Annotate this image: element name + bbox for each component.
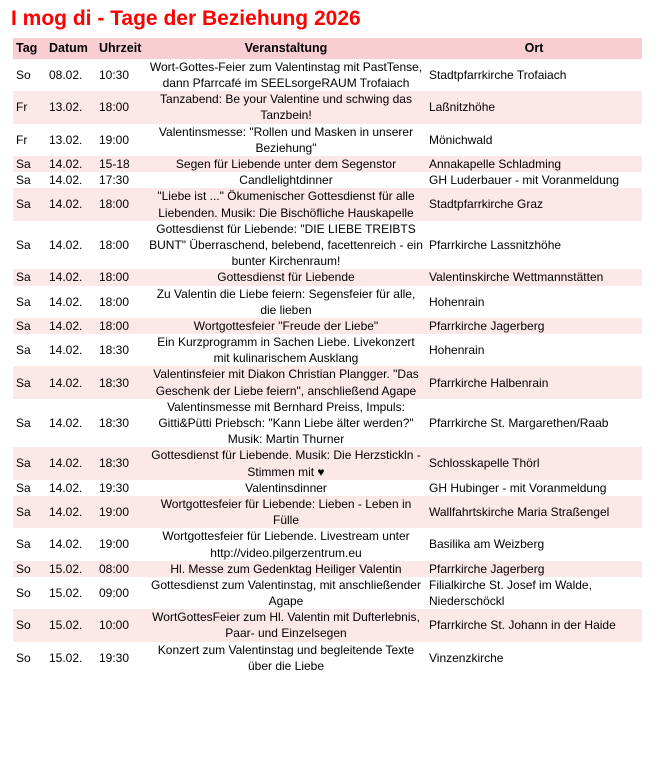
cell-veranstaltung: Segen für Liebende unter dem Segenstor <box>175 157 397 171</box>
table-row <box>13 188 642 220</box>
cell-datum: 14.02. <box>49 416 83 430</box>
cell-uhrzeit: 19:00 <box>99 505 130 520</box>
table-row <box>13 528 642 560</box>
cell-uhrzeit: 18:00 <box>99 237 130 252</box>
cell-uhrzeit: 18:30 <box>99 343 130 358</box>
cell-datum: 14.02. <box>49 197 83 212</box>
cell-ort: Filialkirche St. Josef im Walde, Niederschöckl <box>429 577 592 609</box>
cell-uhrzeit: 09:00 <box>99 585 130 600</box>
cell-uhrzeit: 18:00 <box>99 197 130 212</box>
cell-ort: Pfarrkirche Lassnitzhöhe <box>429 237 562 252</box>
cell-ort: Schlosskapelle Thörl <box>429 456 540 471</box>
table-row <box>13 366 642 398</box>
cell-ort: Hohenrain <box>429 294 485 309</box>
cell-datum: 14.02. <box>49 270 83 285</box>
cell-uhrzeit: 18:00 <box>99 294 130 309</box>
header-row <box>13 38 642 59</box>
cell-datum: 14.02. <box>49 480 83 495</box>
events-table <box>13 38 642 674</box>
cell-veranstaltung: WortGottesFeier zum Hl. Valentin mit Dufterlebnis, Paar- und Einzelsegen <box>152 610 420 641</box>
cell-tag: Sa <box>16 173 31 188</box>
cell-tag: Sa <box>16 237 31 252</box>
cell-datum: 14.02. <box>49 318 83 333</box>
events-table-body <box>13 59 642 674</box>
cell-uhrzeit: 18:00 <box>99 318 130 333</box>
cell-veranstaltung: Valentinsmesse mit Bernhard Preiss, Impuls: Gitti&Pütti Priebsch: "Kann Liebe älter werden?" Musik: Martin Thurner <box>158 399 414 447</box>
cell-veranstaltung: Wort-Gottes-Feier zum Valentinstag mit PastTense, dann Pfarrcafé im SEELsorgeRAUM Trofaiach <box>149 59 423 91</box>
cell-veranstaltung: Wortgottesfeier für Liebende. Livestream unter http://video.pilgerzentrum.eu <box>162 529 410 560</box>
cell-ort: GH Luderbauer - mit Voranmeldung <box>429 173 620 188</box>
cell-veranstaltung: Zu Valentin die Liebe feiern: Segensfeier für alle, die lieben <box>156 286 416 317</box>
table-row <box>13 59 642 91</box>
cell-uhrzeit: 19:30 <box>99 650 130 665</box>
cell-ort: Hohenrain <box>429 343 485 358</box>
cell-ort: Annakapelle Schladming <box>429 157 562 171</box>
column-header-uhrzeit: Uhrzeit <box>96 38 146 59</box>
cell-ort: Vinzenzkirche <box>429 650 504 665</box>
cell-veranstaltung: Gottesdienst für Liebende: "DIE LIEBE TREIBTS BUNT" Überraschend, belebend, facettenreich - ein bunter Kirchenraum! <box>149 221 423 269</box>
table-row <box>13 172 642 188</box>
cell-ort: Pfarrkirche St. Margarethen/Raab <box>429 416 609 430</box>
cell-datum: 15.02. <box>49 618 83 633</box>
cell-ort: Wallfahrtskirche Maria Straßengel <box>429 505 610 520</box>
cell-uhrzeit: 10:00 <box>99 618 130 633</box>
cell-tag: Sa <box>16 318 31 333</box>
cell-uhrzeit: 08:00 <box>99 561 130 576</box>
cell-uhrzeit: 15-18 <box>99 157 130 171</box>
cell-tag: Sa <box>16 505 31 520</box>
cell-tag: So <box>16 561 31 576</box>
cell-veranstaltung: Valentinsfeier mit Diakon Christian Plangger. "Das Geschenk der Liebe feiern", anschließend Agape <box>153 367 419 398</box>
cell-datum: 14.02. <box>49 343 83 358</box>
cell-veranstaltung: Konzert zum Valentinstag und begleitende Texte über die Liebe <box>157 642 415 673</box>
cell-veranstaltung: Gottesdienst für Liebende <box>217 270 355 285</box>
cell-veranstaltung: Wortgottesfeier für Liebende: Lieben - Leben in Fülle <box>160 496 412 528</box>
cell-tag: Sa <box>16 294 31 309</box>
cell-ort: Stadtpfarrkirche Graz <box>429 197 544 212</box>
table-row <box>13 318 642 334</box>
cell-uhrzeit: 17:30 <box>99 173 130 188</box>
cell-datum: 14.02. <box>49 537 83 552</box>
cell-tag: Sa <box>16 416 31 430</box>
cell-tag: Sa <box>16 197 31 212</box>
cell-veranstaltung: Candlelightdinner <box>239 173 333 188</box>
cell-ort: Pfarrkirche Jagerberg <box>429 561 545 576</box>
table-row <box>13 269 642 285</box>
cell-datum: 14.02. <box>49 375 83 390</box>
cell-datum: 15.02. <box>49 650 83 665</box>
cell-veranstaltung: Valentinsmesse: "Rollen und Masken in unserer Beziehung" <box>158 124 414 155</box>
cell-ort: GH Hubinger - mit Voranmeldung <box>429 480 607 495</box>
cell-uhrzeit: 10:30 <box>99 67 130 82</box>
cell-uhrzeit: 19:30 <box>99 480 130 495</box>
table-row <box>13 480 642 496</box>
cell-datum: 14.02. <box>49 505 83 520</box>
cell-tag: Sa <box>16 537 31 552</box>
cell-datum: 15.02. <box>49 561 83 576</box>
cell-tag: So <box>16 618 31 633</box>
cell-uhrzeit: 18:00 <box>99 270 130 285</box>
table-row <box>13 399 642 448</box>
cell-tag: Sa <box>16 157 31 171</box>
table-row <box>13 156 642 172</box>
cell-datum: 14.02. <box>49 157 83 171</box>
table-row <box>13 124 642 156</box>
cell-tag: Sa <box>16 270 31 285</box>
page-title: I mog di - Tage der Beziehung 2026 <box>11 7 361 30</box>
table-row <box>13 91 642 123</box>
cell-tag: Fr <box>16 100 28 115</box>
cell-veranstaltung: Valentinsdinner <box>245 480 327 495</box>
column-header-datum: Datum <box>46 38 96 59</box>
cell-datum: 13.02. <box>49 132 83 147</box>
cell-tag: Sa <box>16 343 31 358</box>
cell-uhrzeit: 18:00 <box>99 100 130 115</box>
table-row <box>13 609 642 641</box>
table-row <box>13 642 642 674</box>
table-row <box>13 334 642 366</box>
table-row <box>13 577 642 609</box>
cell-uhrzeit: 19:00 <box>99 132 130 147</box>
cell-ort: Mönichwald <box>429 132 493 147</box>
cell-uhrzeit: 18:30 <box>99 456 130 471</box>
cell-ort: Laßnitzhöhe <box>429 100 496 115</box>
table-row <box>13 221 642 270</box>
events-table-header <box>13 38 642 59</box>
cell-tag: Sa <box>16 480 31 495</box>
column-header-veranstaltung: Veranstaltung <box>146 38 426 59</box>
cell-veranstaltung: Gottesdienst für Liebende. Musik: Die Herzstickln - Stimmen mit ♥ <box>151 448 421 479</box>
table-row <box>13 286 642 318</box>
cell-uhrzeit: 18:30 <box>99 416 130 430</box>
cell-veranstaltung: "Liebe ist ..." Ökumenischer Gottesdienst für alle Liebenden. Musik: Die Bischöfliche Hauskapelle <box>157 189 415 220</box>
column-header-tag: Tag <box>13 38 46 59</box>
cell-tag: Sa <box>16 456 31 471</box>
cell-tag: So <box>16 650 31 665</box>
cell-uhrzeit: 18:30 <box>99 375 130 390</box>
column-header-ort: Ort <box>426 38 642 59</box>
cell-ort: Pfarrkirche Jagerberg <box>429 318 545 333</box>
table-row <box>13 447 642 479</box>
table-row <box>13 561 642 577</box>
cell-datum: 14.02. <box>49 294 83 309</box>
cell-ort: Valentinskirche Wettmannstätten <box>429 270 604 285</box>
cell-veranstaltung: Hl. Messe zum Gedenktag Heiliger Valentin <box>170 561 402 576</box>
cell-ort: Pfarrkirche St. Johann in der Haide <box>429 618 616 633</box>
table-row <box>13 496 642 528</box>
cell-ort: Stadtpfarrkirche Trofaiach <box>429 67 567 82</box>
cell-datum: 14.02. <box>49 173 83 188</box>
cell-tag: Sa <box>16 375 31 390</box>
cell-tag: Fr <box>16 132 28 147</box>
cell-datum: 08.02. <box>49 67 83 82</box>
cell-datum: 15.02. <box>49 585 83 600</box>
cell-veranstaltung: Ein Kurzprogramm in Sachen Liebe. Livekonzert mit kulinarischem Ausklang <box>157 335 415 366</box>
cell-datum: 14.02. <box>49 237 83 252</box>
cell-datum: 14.02. <box>49 456 83 471</box>
cell-veranstaltung: Gottesdienst zum Valentinstag, mit anschließender Agape <box>151 577 421 609</box>
cell-ort: Pfarrkirche Halbenrain <box>429 375 549 390</box>
cell-ort: Basilika am Weizberg <box>429 537 545 552</box>
cell-veranstaltung: Wortgottesfeier "Freude der Liebe" <box>193 318 379 333</box>
cell-datum: 13.02. <box>49 100 83 115</box>
cell-tag: So <box>16 67 31 82</box>
cell-veranstaltung: Tanzabend: Be your Valentine und schwing das Tanzbein! <box>160 92 412 123</box>
cell-uhrzeit: 19:00 <box>99 537 130 552</box>
cell-tag: So <box>16 585 31 600</box>
